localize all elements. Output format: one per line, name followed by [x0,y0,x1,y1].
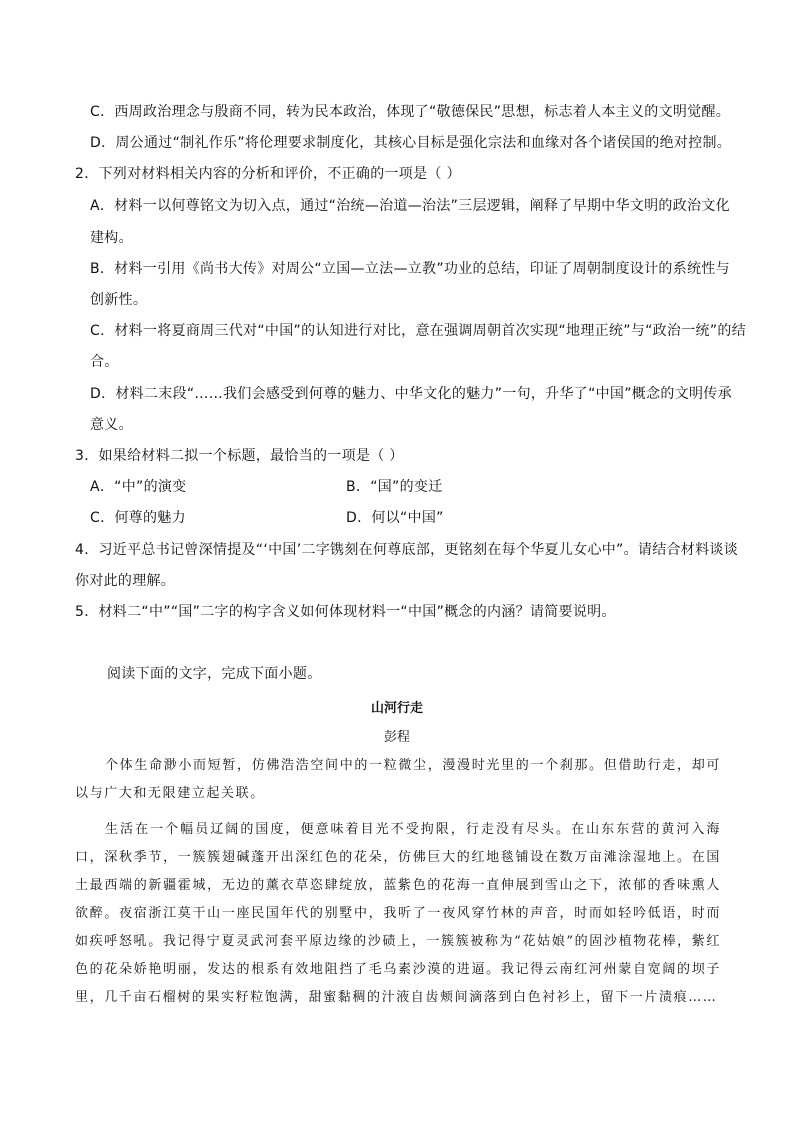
q3-option-d: D．何以“中国” [346,510,444,526]
passage-paragraph-1: 个体生命渺小而短暂，仿佛浩浩空间中的一粒微尘，漫漫时光里的一个刹那。但借助行走，却可以与广大和无限建立起关联。 [75,758,721,801]
q2-option-d-line1: D．材料二末段“……我们会感受到何尊的魅力、中华文化的魅力”一句，升华了“中国”概念的文明传承 [90,386,732,402]
q2-option-a-line2: 建构。 [90,230,133,246]
reading-instruction: 阅读下面的文字，完成下面小题。 [107,666,322,682]
q4-line1: 4．习近平总书记曾深情提及“‘中国’二字镌刻在何尊底部，更铭刻在每个华夏儿女心中”。请结合材料谈谈 [75,542,739,558]
q3-stem: 3．如果给材料二拟一个标题，最恰当的一项是（ ） [75,448,404,464]
q2-option-a-line1: A．材料一以何尊铭文为切入点，通过“治统—治道—治法”三层逻辑，阐释了早期中华文明的政治文化 [90,198,730,214]
q3-option-c: C．何尊的魅力 [90,510,186,526]
q2-option-c-line2: 合。 [90,354,119,370]
q5-stem: 5．材料二“中”“国”二字的构字含义如何体现材料一“中国”概念的内涵？请简要说明。 [75,604,616,620]
q4-line2: 你对此的理解。 [75,573,176,589]
q3-option-a: A．“中”的演变 [90,479,187,495]
q2-option-b-line1: B．材料一引用《尚书大传》对周公“立国—立法—立教”功业的总结，印证了周朝制度设计的系统性与 [90,261,730,277]
q3-option-b: B．“国”的变迁 [346,479,443,495]
q2-stem: 2．下列对材料相关内容的分析和评价，不正确的一项是（ ） [75,166,461,182]
passage-paragraph-2: 生活在一个幅员辽阔的国度，便意味着目光不受拘限，行走没有尽头。在山东东营的黄河入海口，深秋季节，一簇簇翅碱蓬开出深红色的花朵，仿佛巨大的红地毯铺设在数万亩滩涂湿地上。在国土最西端的新疆霍城，无边的薰衣草恣肆绽放，蓝紫色的花海一直伸展到雪山之下，浓郁的香味熏人欲醉。夜宿浙江莫干山一座民国年代的别墅中，我听了一夜风穿竹林的声音，时而如轻吟低语，时而如疾呼怒吼。我记得宁夏灵武河套平原边缘的沙碛上，一簇簇被称为“花姑娘”的固沙植物花棒，紫红色的花朵娇艳明丽，发达的根系有效地阻挡了毛乌素沙漠的进逼。我记得云南红河州蒙自宽阔的坝子里，几千亩石榴树的果实籽粒饱满，甜蜜黏稠的汁液自齿颊间滴落到白色衬衫上，留下一片渍痕…… [75,822,721,1005]
q2-option-d-line2: 意义。 [90,417,133,433]
q1-option-d: D．周公通过“制礼作乐”将伦理要求制度化，其核心目标是强化宗法和血缘对各个诸侯国的绝对控制。 [90,135,732,151]
q2-option-b-line2: 创新性。 [90,292,148,308]
q2-option-c-line1: C．材料一将夏商周三代对“中国”的认知进行对比，意在强调周朝首次实现“地理正统”与“政治一统”的结 [90,323,746,339]
passage-title: 山河行走 [370,701,423,716]
passage-author: 彭程 [383,730,410,745]
q1-option-c: C．西周政治理念与殷商不同，转为民本政治，体现了“敬德保民”思想，标志着人本主义的文明觉醒。 [90,104,731,120]
